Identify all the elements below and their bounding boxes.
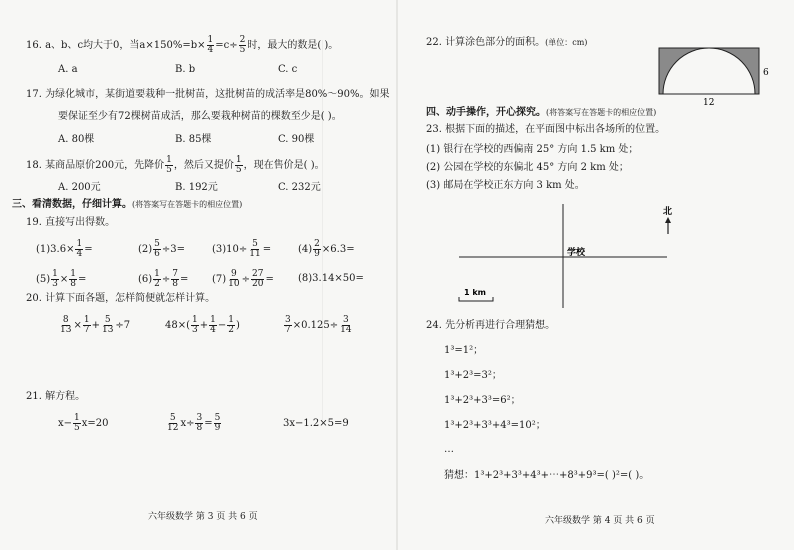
q19-item-3: (3)10÷ $\frac{5}{11}$ = bbox=[212, 239, 272, 259]
q21-equation-2: $\frac{5}{12}$ x÷ $\frac{3}{8}$ = $\frac{5}{9}$ bbox=[167, 413, 221, 433]
q18-option-b: B. 192元 bbox=[175, 182, 218, 193]
q19-item-8: (8)3.14×50= bbox=[298, 273, 364, 284]
q17-line-2: 要保证至少有72棵树苗成活，那么要栽种树苗的棵数至少是( )。 bbox=[58, 111, 342, 122]
q18-stem: 18. 某商品原价200元，先降价 $\frac{1}{5}$ ，然后又提价 $\frac{1}{5}$ ，现在售价是( )。 bbox=[26, 155, 325, 175]
q22-title: 22. 计算涂色部分的面积。(单位：cm) bbox=[426, 37, 588, 48]
q21-equation-1: x− $\frac{1}{5}$ x=20 bbox=[58, 413, 109, 433]
q22-figure bbox=[655, 44, 775, 106]
q19-item-4: (4) $\frac{2}{9}$ ×6.3= bbox=[298, 239, 355, 259]
q19-item-2: (2) $\frac{5}{6}$ ÷3= bbox=[138, 239, 186, 259]
q21-title: 21. 解方程。 bbox=[26, 391, 86, 402]
height-label: 6 bbox=[763, 68, 769, 78]
north-label: 北 bbox=[663, 207, 673, 217]
q19-item-5: (5) $\frac{1}{3}$ × $\frac{1}{8}$ = bbox=[36, 269, 87, 289]
q17-option-c: C. 90棵 bbox=[278, 134, 315, 145]
q23-item-2: (2) 公园在学校的东偏北 45° 方向 2 km 处； bbox=[426, 162, 629, 173]
q16-fraction-2: $\frac{2}{5}$ bbox=[239, 35, 246, 55]
q17-line-1: 17. 为绿化城市，某街道要栽种一批树苗，这批树苗的成活率是80%～90%。如果 bbox=[26, 89, 390, 100]
q24-line-5: … bbox=[444, 444, 454, 455]
q21-equation-3: 3x−1.2×5=9 bbox=[283, 418, 349, 429]
q19-title: 19. 直接写出得数。 bbox=[26, 217, 116, 228]
q19-item-1: (1)3.6× $\frac{1}{4}$ = bbox=[36, 239, 93, 259]
q23-title: 23. 根据下面的描述，在平面图中标出各场所的位置。 bbox=[426, 124, 666, 135]
q19-item-7: (7) $\frac{9}{10}$ ÷ $\frac{27}{20}$ = bbox=[212, 269, 274, 289]
q24-guess: 猜想：1³+2³+3³+4³+⋯+8³+9³=( )²=( )。 bbox=[444, 470, 650, 481]
q24-line-4: 1³+2³+3³+4³=10²； bbox=[444, 420, 546, 431]
right-page-footer: 六年级数学 第 4 页 共 6 页 bbox=[545, 516, 655, 526]
q20-expression-1: $\frac{8}{13}$ × $\frac{1}{7}$ + $\frac{5}{13}$ ÷7 bbox=[60, 315, 131, 335]
q18-fraction-2: $\frac{1}{5}$ bbox=[235, 155, 242, 175]
q18-fraction-1: $\frac{1}{5}$ bbox=[166, 155, 172, 175]
q16-stem: 16. a、b、c均大于0，当a×150%=b× $\frac{1}{4}$ =c÷ $\frac{2}{5}$ 时，最大的数是( )。 bbox=[26, 35, 339, 55]
q18-option-c: C. 232元 bbox=[278, 182, 321, 193]
section-4-heading: 四、动手操作，开心探究。(将答案写在答题卡的相应位置) bbox=[426, 107, 657, 118]
q24-line-1: 1³=1²； bbox=[444, 345, 484, 356]
school-label: 学校 bbox=[567, 248, 586, 258]
q16-option-c: C. c bbox=[278, 64, 298, 75]
q23-map bbox=[455, 200, 700, 312]
page-fold bbox=[396, 0, 398, 550]
q16-option-b: B. b bbox=[175, 64, 196, 75]
q17-option-b: B. 85棵 bbox=[175, 134, 212, 145]
q19-item-6: (6) $\frac{1}{2}$ ÷ $\frac{7}{8}$ = bbox=[138, 269, 189, 289]
q24-title: 24. 先分析再进行合理猜想。 bbox=[426, 320, 556, 331]
q24-line-2: 1³+2³=3²； bbox=[444, 370, 502, 381]
width-label: 12 bbox=[703, 98, 715, 106]
q20-expression-2: 48×( $\frac{1}{3}$ + $\frac{1}{4}$ − $\frac{1}{2}$ ) bbox=[165, 315, 240, 335]
section-3-heading: 三、看清数据，仔细计算。(将答案写在答题卡的相应位置) bbox=[12, 199, 243, 210]
q17-option-a: A. 80棵 bbox=[58, 134, 95, 145]
scale-label: 1 km bbox=[464, 288, 487, 297]
left-page-footer: 六年级数学 第 3 页 共 6 页 bbox=[148, 512, 258, 522]
q24-line-3: 1³+2³+3³=6²； bbox=[444, 395, 521, 406]
q20-title: 20. 计算下面各题，怎样简便就怎样计算。 bbox=[26, 293, 216, 304]
q16-option-a: A. a bbox=[58, 64, 78, 75]
scale-bar bbox=[459, 297, 493, 301]
q23-item-3: (3) 邮局在学校正东方向 3 km 处。 bbox=[426, 180, 585, 191]
q18-option-a: A. 200元 bbox=[58, 182, 101, 193]
q16-fraction-1: $\frac{1}{4}$ bbox=[207, 35, 214, 55]
q23-item-1: (1) 银行在学校的西偏南 25° 方向 1.5 km 处； bbox=[426, 144, 639, 155]
q20-expression-3: $\frac{3}{7}$ ×0.125÷ $\frac{3}{14}$ bbox=[285, 315, 352, 335]
